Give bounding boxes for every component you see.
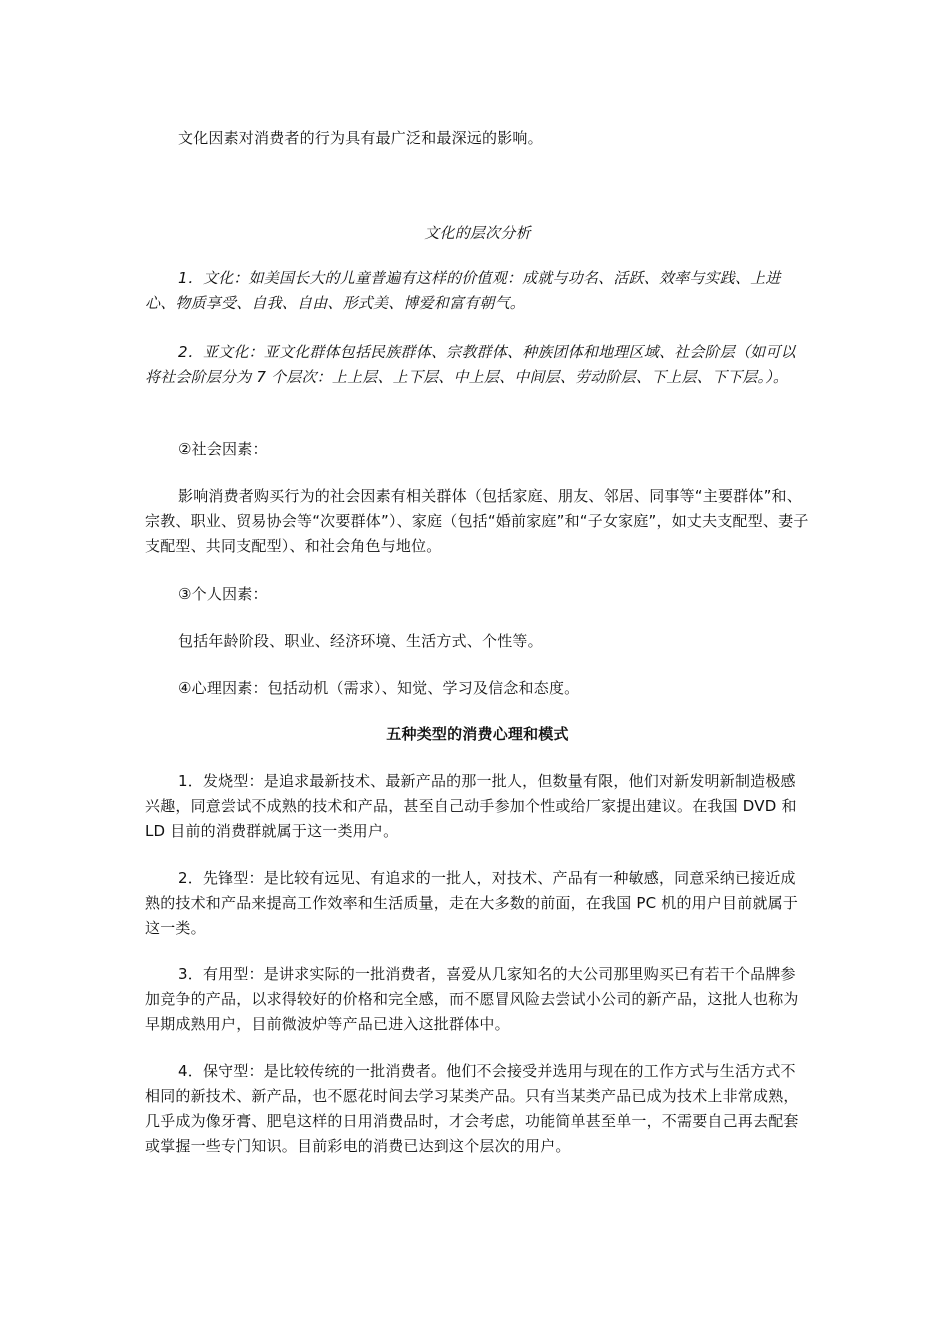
personal-factors-heading: ③个人因素： — [178, 585, 268, 603]
culture-item-2: 2．亚文化：亚文化群体包括民族群体、宗教群体、种族团体和地理区域、社会阶层（如可以将社会阶层分为 7 个层次：上上层、上下层、中上层、中间层、劳动阶层、下上层、下下层。）。 — [145, 343, 796, 386]
intro-paragraph: 文化因素对消费者的行为具有最广泛和最深远的影响。 — [178, 129, 543, 147]
type-item-4: 4．保守型：是比较传统的一批消费者。他们不会接受并选用与现在的工作方式与生活方式不相同的新技术、新产品，也不愿花时间去学习某类产品。只有当某类产品已成为技术上非常成熟，几乎成为像牙膏、肥皂这样的日用消费品时，才会考虑，功能简单甚至单一，不需要自己再去配套或掌握一些专门知识。目前彩电的消费已达到这个层次的用户。 — [145, 1062, 799, 1155]
social-factors-body: 影响消费者购买行为的社会因素有相关群体（包括家庭、朋友、邻居、同事等“主要群体”和、宗教、职业、贸易协会等“次要群体”）、家庭（包括“婚前家庭”和“子女家庭”，如丈夫支配型、妻子支配型、共同支配型）、和社会角色与地位。 — [145, 487, 809, 555]
culture-item-1: 1．文化：如美国长大的儿童普遍有这样的价值观：成就与功名、活跃、效率与实践、上进心、物质享受、自我、自由、形式美、博爱和富有朝气。 — [145, 269, 781, 312]
psych-factors: ④心理因素：包括动机（需求）、知觉、学习及信念和态度。 — [178, 679, 580, 697]
type-item-2: 2．先锋型：是比较有远见、有追求的一批人，对技术、产品有一种敏感，同意采纳已接近成熟的技术和产品来提高工作效率和生活质量，走在大多数的前面，在我国 PC 机的用户目前就属于这一类。 — [145, 869, 799, 937]
five-types-heading: 五种类型的消费心理和模式 — [386, 725, 569, 743]
social-factors-heading: ②社会因素： — [178, 440, 268, 458]
personal-factors-body: 包括年龄阶段、职业、经济环境、生活方式、个性等。 — [178, 632, 543, 650]
culture-levels-heading: 文化的层次分析 — [424, 224, 531, 242]
type-item-1: 1．发烧型：是追求最新技术、最新产品的那一批人，但数量有限，他们对新发明新制造极感兴趣，同意尝试不成熟的技术和产品，甚至自己动手参加个性或给厂家提出建议。在我国 DVD 和 LD 目前的消费群就属于这一类用户。 — [145, 772, 797, 840]
type-item-3: 3．有用型：是讲求实际的一批消费者，喜爱从几家知名的大公司那里购买已有若干个品牌参加竞争的产品，以求得较好的价格和完全感，而不愿冒风险去尝试小公司的新产品，这批人也称为早期成熟用户，目前微波炉等产品已进入这批群体中。 — [145, 965, 799, 1033]
